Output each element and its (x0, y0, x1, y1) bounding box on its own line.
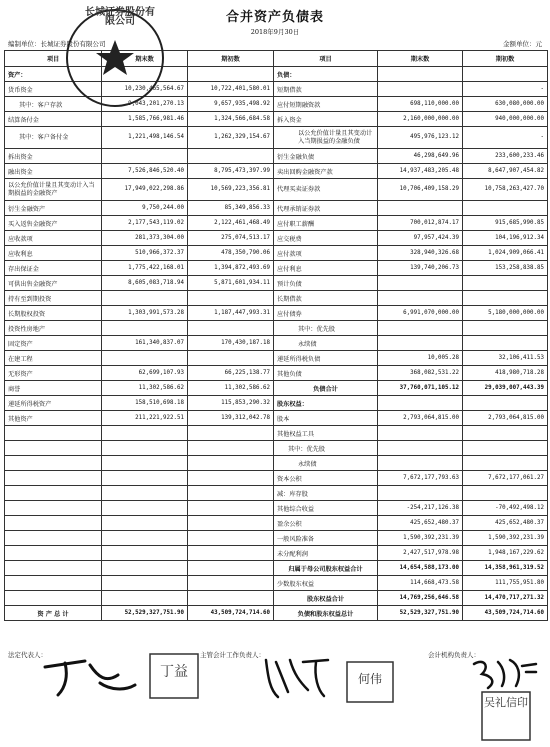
table-row (5, 411, 548, 426)
table-row (5, 531, 548, 546)
table-row (5, 127, 548, 149)
right-begin-cell: 111,755,951.80 (463, 576, 548, 591)
right-end-cell: 7,672,177,793.63 (378, 471, 463, 486)
left-begin-cell: 66,225,138.77 (188, 366, 274, 381)
left-item-cell: 买入返售金融资产 (5, 216, 102, 231)
left-begin-cell (188, 291, 274, 306)
right-item-cell: 卖出回购金融资产款 (274, 164, 378, 179)
table-row (5, 201, 548, 216)
right-end-cell: 14,654,588,173.00 (378, 561, 463, 576)
right-item-cell: 应付利息 (274, 261, 378, 276)
left-item-cell: 资 产 总 计 (5, 606, 102, 621)
right-begin-cell: 1,590,392,231.39 (463, 531, 548, 546)
left-end-cell: 62,699,107.93 (102, 366, 188, 381)
left-end-cell: 281,373,304.00 (102, 231, 188, 246)
right-item-cell: 负债合计 (274, 381, 378, 396)
table-row (5, 516, 548, 531)
acct-head-signature (258, 652, 338, 702)
left-end-cell (102, 486, 188, 501)
acct-dept-head-seal-text: 吴礼信印 (484, 696, 528, 709)
left-begin-cell: 43,509,724,714.60 (188, 606, 274, 621)
right-item-cell: 资本公积 (274, 471, 378, 486)
left-item-cell (5, 591, 102, 606)
left-end-cell: 7,526,846,520.40 (102, 164, 188, 179)
right-begin-cell: 940,000,000.00 (463, 112, 548, 127)
col-header-begin-right: 期初数 (463, 51, 548, 67)
left-begin-cell: 275,074,513.17 (188, 231, 274, 246)
table-row (5, 471, 548, 486)
right-begin-cell (463, 426, 548, 441)
left-item-cell: 长期股权投资 (5, 306, 102, 321)
right-end-cell (378, 441, 463, 456)
right-end-cell: 2,160,000,000.00 (378, 112, 463, 127)
right-begin-cell: 153,258,838.85 (463, 261, 548, 276)
right-item-cell: 股东权益合计 (274, 591, 378, 606)
left-begin-cell (188, 591, 274, 606)
left-item-cell (5, 486, 102, 501)
right-begin-cell (463, 276, 548, 291)
right-begin-cell: - (463, 82, 548, 97)
left-item-cell: 其中：客户备付金 (5, 127, 102, 149)
left-end-cell: 10,230,465,564.67 (102, 82, 188, 97)
right-item-cell: 其中：优先股 (274, 321, 378, 336)
left-item-cell: 在建工程 (5, 351, 102, 366)
acct-dept-head-label: 会计机构负责人： (428, 651, 480, 659)
table-row (5, 441, 548, 456)
balance-sheet-table (4, 50, 548, 621)
left-end-cell (102, 516, 188, 531)
right-item-cell: 代理买卖证券款 (274, 179, 378, 201)
left-end-cell: 161,340,837.07 (102, 336, 188, 351)
table-row (5, 456, 548, 471)
right-begin-cell: 418,980,718.28 (463, 366, 548, 381)
table-row (5, 501, 548, 516)
table-row (5, 336, 548, 351)
right-begin-cell (463, 67, 548, 82)
table-row (5, 306, 548, 321)
right-end-cell (378, 426, 463, 441)
right-end-cell (378, 336, 463, 351)
company-seal-text: 长城证券股份有限公司 (85, 7, 155, 27)
right-begin-cell: 10,758,263,427.70 (463, 179, 548, 201)
right-item-cell: 应付款项 (274, 246, 378, 261)
right-item-cell: 负债： (274, 67, 378, 82)
right-item-cell: 其他权益工具 (274, 426, 378, 441)
table-row (5, 366, 548, 381)
left-end-cell (102, 576, 188, 591)
right-end-cell: -254,217,126.38 (378, 501, 463, 516)
left-end-cell (102, 501, 188, 516)
right-item-cell: 减：库存股 (274, 486, 378, 501)
left-item-cell (5, 426, 102, 441)
left-begin-cell (188, 441, 274, 456)
table-row (5, 164, 548, 179)
right-item-cell: 未分配利润 (274, 546, 378, 561)
left-item-cell: 投资性房地产 (5, 321, 102, 336)
left-begin-cell (188, 516, 274, 531)
right-begin-cell: 425,652,480.37 (463, 516, 548, 531)
table-row (5, 606, 548, 621)
right-end-cell: 10,005.28 (378, 351, 463, 366)
legal-rep-seal-text: 丁益 (160, 664, 188, 680)
left-end-cell (102, 531, 188, 546)
right-end-cell (378, 396, 463, 411)
right-begin-cell: 630,080,000.00 (463, 97, 548, 112)
right-item-cell: 递延所得税负债 (274, 351, 378, 366)
right-end-cell (378, 82, 463, 97)
right-item-cell: 应付债券 (274, 306, 378, 321)
right-end-cell: 698,110,000.00 (378, 97, 463, 112)
table-row (5, 261, 548, 276)
left-begin-cell: 1,394,872,493.69 (188, 261, 274, 276)
right-begin-cell: 29,039,007,443.39 (463, 381, 548, 396)
left-begin-cell: 115,853,290.32 (188, 396, 274, 411)
right-end-cell: 37,760,071,105.12 (378, 381, 463, 396)
right-end-cell: 46,298,649.96 (378, 149, 463, 164)
left-end-cell (102, 471, 188, 486)
right-item-cell: 短期借款 (274, 82, 378, 97)
left-end-cell: 9,750,244.00 (102, 201, 188, 216)
col-header-item-left: 项目 (5, 51, 102, 67)
right-begin-cell (463, 486, 548, 501)
left-begin-cell (188, 546, 274, 561)
table-row (5, 351, 548, 366)
acct-head-label: 主管会计工作负责人： (200, 651, 265, 659)
left-end-cell: 52,529,327,751.90 (102, 606, 188, 621)
left-end-cell (102, 426, 188, 441)
table-row (5, 396, 548, 411)
right-begin-cell: 915,685,990.85 (463, 216, 548, 231)
table-row (5, 231, 548, 246)
right-begin-cell: 32,106,411.53 (463, 351, 548, 366)
left-end-cell: 8,605,083,718.94 (102, 276, 188, 291)
right-end-cell: 2,793,064,815.00 (378, 411, 463, 426)
left-end-cell: 211,221,922.51 (102, 411, 188, 426)
right-item-cell: 股东权益： (274, 396, 378, 411)
left-begin-cell (188, 426, 274, 441)
right-end-cell: 700,012,874.17 (378, 216, 463, 231)
right-begin-cell (463, 201, 548, 216)
left-end-cell (102, 351, 188, 366)
left-item-cell: 资产： (5, 67, 102, 82)
right-item-cell: 其中：优先股 (274, 441, 378, 456)
right-end-cell: 328,940,326.68 (378, 246, 463, 261)
left-begin-cell: 11,302,586.62 (188, 381, 274, 396)
left-item-cell: 货币资金 (5, 82, 102, 97)
left-begin-cell: 10,722,401,580.01 (188, 82, 274, 97)
right-end-cell (378, 321, 463, 336)
table-row (5, 246, 548, 261)
left-item-cell: 其他资产 (5, 411, 102, 426)
left-item-cell: 融出资金 (5, 164, 102, 179)
right-begin-cell: 8,647,907,454.82 (463, 164, 548, 179)
left-end-cell (102, 441, 188, 456)
left-item-cell: 商誉 (5, 381, 102, 396)
right-end-cell (378, 276, 463, 291)
left-end-cell (102, 149, 188, 164)
right-item-cell: 其他负债 (274, 366, 378, 381)
right-end-cell: 368,082,531.22 (378, 366, 463, 381)
left-end-cell (102, 321, 188, 336)
left-end-cell: 17,949,022,298.86 (102, 179, 188, 201)
right-end-cell: 425,652,480.37 (378, 516, 463, 531)
left-begin-cell: 170,430,187.18 (188, 336, 274, 351)
col-header-end-left: 期末数 (102, 51, 188, 67)
left-begin-cell: 2,122,461,468.49 (188, 216, 274, 231)
right-item-cell: 以公允价值计量且其变动计入当期损益的金融负债 (274, 127, 378, 149)
right-item-cell: 永续债 (274, 336, 378, 351)
left-item-cell: 结算备付金 (5, 112, 102, 127)
left-item-cell: 其中：客户存款 (5, 97, 102, 112)
table-row (5, 216, 548, 231)
left-end-cell (102, 591, 188, 606)
right-item-cell: 预计负债 (274, 276, 378, 291)
table-row (5, 546, 548, 561)
table-row (5, 561, 548, 576)
right-end-cell (378, 201, 463, 216)
report-date: 2018年9月30日 (250, 28, 300, 36)
left-item-cell: 应收款项 (5, 231, 102, 246)
right-end-cell: 14,937,483,205.48 (378, 164, 463, 179)
right-item-cell: 少数股东权益 (274, 576, 378, 591)
left-end-cell: 1,775,422,168.01 (102, 261, 188, 276)
left-end-cell: 11,302,586.62 (102, 381, 188, 396)
left-item-cell: 以公允价值计量且其变动计入当期损益的金融资产 (5, 179, 102, 201)
table-body (5, 67, 548, 621)
left-end-cell (102, 546, 188, 561)
left-begin-cell: 8,795,473,397.99 (188, 164, 274, 179)
left-begin-cell: 139,312,042.78 (188, 411, 274, 426)
left-begin-cell (188, 501, 274, 516)
right-end-cell (378, 291, 463, 306)
left-end-cell (102, 456, 188, 471)
right-begin-cell: -70,492,498.12 (463, 501, 548, 516)
right-begin-cell: 2,793,064,815.00 (463, 411, 548, 426)
right-item-cell: 衍生金融负债 (274, 149, 378, 164)
right-end-cell (378, 486, 463, 501)
table-row (5, 112, 548, 127)
left-begin-cell: 1,324,566,684.58 (188, 112, 274, 127)
left-end-cell (102, 291, 188, 306)
right-item-cell: 归属于母公司股东权益合计 (274, 561, 378, 576)
legal-rep-label: 法定代表人： (8, 651, 47, 659)
right-begin-cell (463, 321, 548, 336)
acct-head-seal-text: 何伟 (357, 672, 382, 686)
table-row (5, 149, 548, 164)
table-row (5, 291, 548, 306)
left-end-cell: 1,585,766,981.46 (102, 112, 188, 127)
table-row (5, 321, 548, 336)
left-item-cell (5, 561, 102, 576)
table-row (5, 576, 548, 591)
left-begin-cell: 9,657,935,498.92 (188, 97, 274, 112)
left-item-cell (5, 531, 102, 546)
table-row (5, 276, 548, 291)
right-item-cell: 股本 (274, 411, 378, 426)
left-item-cell: 应收利息 (5, 246, 102, 261)
left-end-cell: 1,221,498,146.54 (102, 127, 188, 149)
table-row (5, 591, 548, 606)
legal-rep-signature (40, 655, 140, 700)
right-end-cell: 2,427,517,978.98 (378, 546, 463, 561)
right-begin-cell: 1,948,167,229.62 (463, 546, 548, 561)
right-begin-cell: 14,358,961,319.52 (463, 561, 548, 576)
right-item-cell: 其他综合收益 (274, 501, 378, 516)
right-begin-cell: 43,509,724,714.60 (463, 606, 548, 621)
left-begin-cell: 1,187,447,993.31 (188, 306, 274, 321)
right-end-cell: 139,740,206.73 (378, 261, 463, 276)
right-begin-cell (463, 336, 548, 351)
left-begin-cell (188, 456, 274, 471)
table-row (5, 179, 548, 201)
left-begin-cell: 10,569,223,356.81 (188, 179, 274, 201)
left-end-cell: 2,177,543,119.02 (102, 216, 188, 231)
left-item-cell (5, 516, 102, 531)
left-end-cell (102, 561, 188, 576)
table-row (5, 426, 548, 441)
left-item-cell: 可供出售金融资产 (5, 276, 102, 291)
left-end-cell: 158,510,698.18 (102, 396, 188, 411)
left-item-cell: 持有至到期投资 (5, 291, 102, 306)
right-item-cell: 应付短期融资款 (274, 97, 378, 112)
right-begin-cell: 104,196,912.34 (463, 231, 548, 246)
right-item-cell: 长期借款 (274, 291, 378, 306)
right-end-cell: 495,976,123.12 (378, 127, 463, 149)
left-begin-cell (188, 471, 274, 486)
report-title: 合并资产负债表 (225, 10, 324, 25)
left-item-cell (5, 576, 102, 591)
left-begin-cell (188, 351, 274, 366)
left-begin-cell (188, 531, 274, 546)
right-begin-cell: 233,600,233.46 (463, 149, 548, 164)
col-header-begin-left: 期初数 (188, 51, 274, 67)
left-item-cell: 存出保证金 (5, 261, 102, 276)
company-name: 编制单位：长城证券股份有限公司 (8, 40, 106, 48)
right-item-cell: 代理承销证券款 (274, 201, 378, 216)
left-item-cell: 无形资产 (5, 366, 102, 381)
left-begin-cell (188, 149, 274, 164)
left-item-cell: 固定资产 (5, 336, 102, 351)
left-item-cell (5, 546, 102, 561)
right-item-cell: 应交税费 (274, 231, 378, 246)
left-begin-cell (188, 576, 274, 591)
right-begin-cell: - (463, 127, 548, 149)
right-begin-cell (463, 441, 548, 456)
left-item-cell: 衍生金融资产 (5, 201, 102, 216)
left-end-cell: 1,303,991,573.28 (102, 306, 188, 321)
right-begin-cell: 7,672,177,061.27 (463, 471, 548, 486)
col-header-end-right: 期末数 (378, 51, 463, 67)
currency-unit: 金额单位：元 (503, 40, 542, 48)
left-begin-cell (188, 67, 274, 82)
left-begin-cell: 5,871,601,934.11 (188, 276, 274, 291)
left-begin-cell (188, 561, 274, 576)
right-end-cell: 97,957,424.39 (378, 231, 463, 246)
right-end-cell: 10,706,409,158.29 (378, 179, 463, 201)
left-begin-cell (188, 486, 274, 501)
right-end-cell: 1,590,392,231.39 (378, 531, 463, 546)
left-end-cell: 510,966,372.37 (102, 246, 188, 261)
left-begin-cell (188, 321, 274, 336)
right-begin-cell (463, 291, 548, 306)
right-item-cell: 负债和股东权益总计 (274, 606, 378, 621)
right-begin-cell: 1,024,909,066.41 (463, 246, 548, 261)
right-begin-cell: 14,470,717,271.32 (463, 591, 548, 606)
left-begin-cell: 1,262,329,154.67 (188, 127, 274, 149)
right-end-cell: 14,769,256,646.58 (378, 591, 463, 606)
left-end-cell: 9,043,201,270.13 (102, 97, 188, 112)
right-begin-cell: 5,180,000,000.00 (463, 306, 548, 321)
right-item-cell: 拆入资金 (274, 112, 378, 127)
right-end-cell: 6,991,070,000.00 (378, 306, 463, 321)
right-item-cell: 一般风险准备 (274, 531, 378, 546)
left-begin-cell: 478,350,790.06 (188, 246, 274, 261)
left-item-cell: 递延所得税资产 (5, 396, 102, 411)
table-row (5, 381, 548, 396)
left-item-cell (5, 501, 102, 516)
right-end-cell (378, 456, 463, 471)
left-item-cell (5, 456, 102, 471)
left-item-cell: 拆出资金 (5, 149, 102, 164)
right-begin-cell (463, 396, 548, 411)
right-item-cell: 盈余公积 (274, 516, 378, 531)
col-header-item-right: 项目 (274, 51, 378, 67)
left-item-cell (5, 441, 102, 456)
right-end-cell (378, 67, 463, 82)
acct-dept-head-signature (470, 652, 540, 692)
right-end-cell: 52,529,327,751.90 (378, 606, 463, 621)
left-begin-cell: 85,349,856.33 (188, 201, 274, 216)
right-item-cell: 永续债 (274, 456, 378, 471)
right-begin-cell (463, 456, 548, 471)
left-item-cell (5, 471, 102, 486)
right-end-cell: 114,668,473.58 (378, 576, 463, 591)
right-item-cell: 应付职工薪酬 (274, 216, 378, 231)
table-row (5, 486, 548, 501)
